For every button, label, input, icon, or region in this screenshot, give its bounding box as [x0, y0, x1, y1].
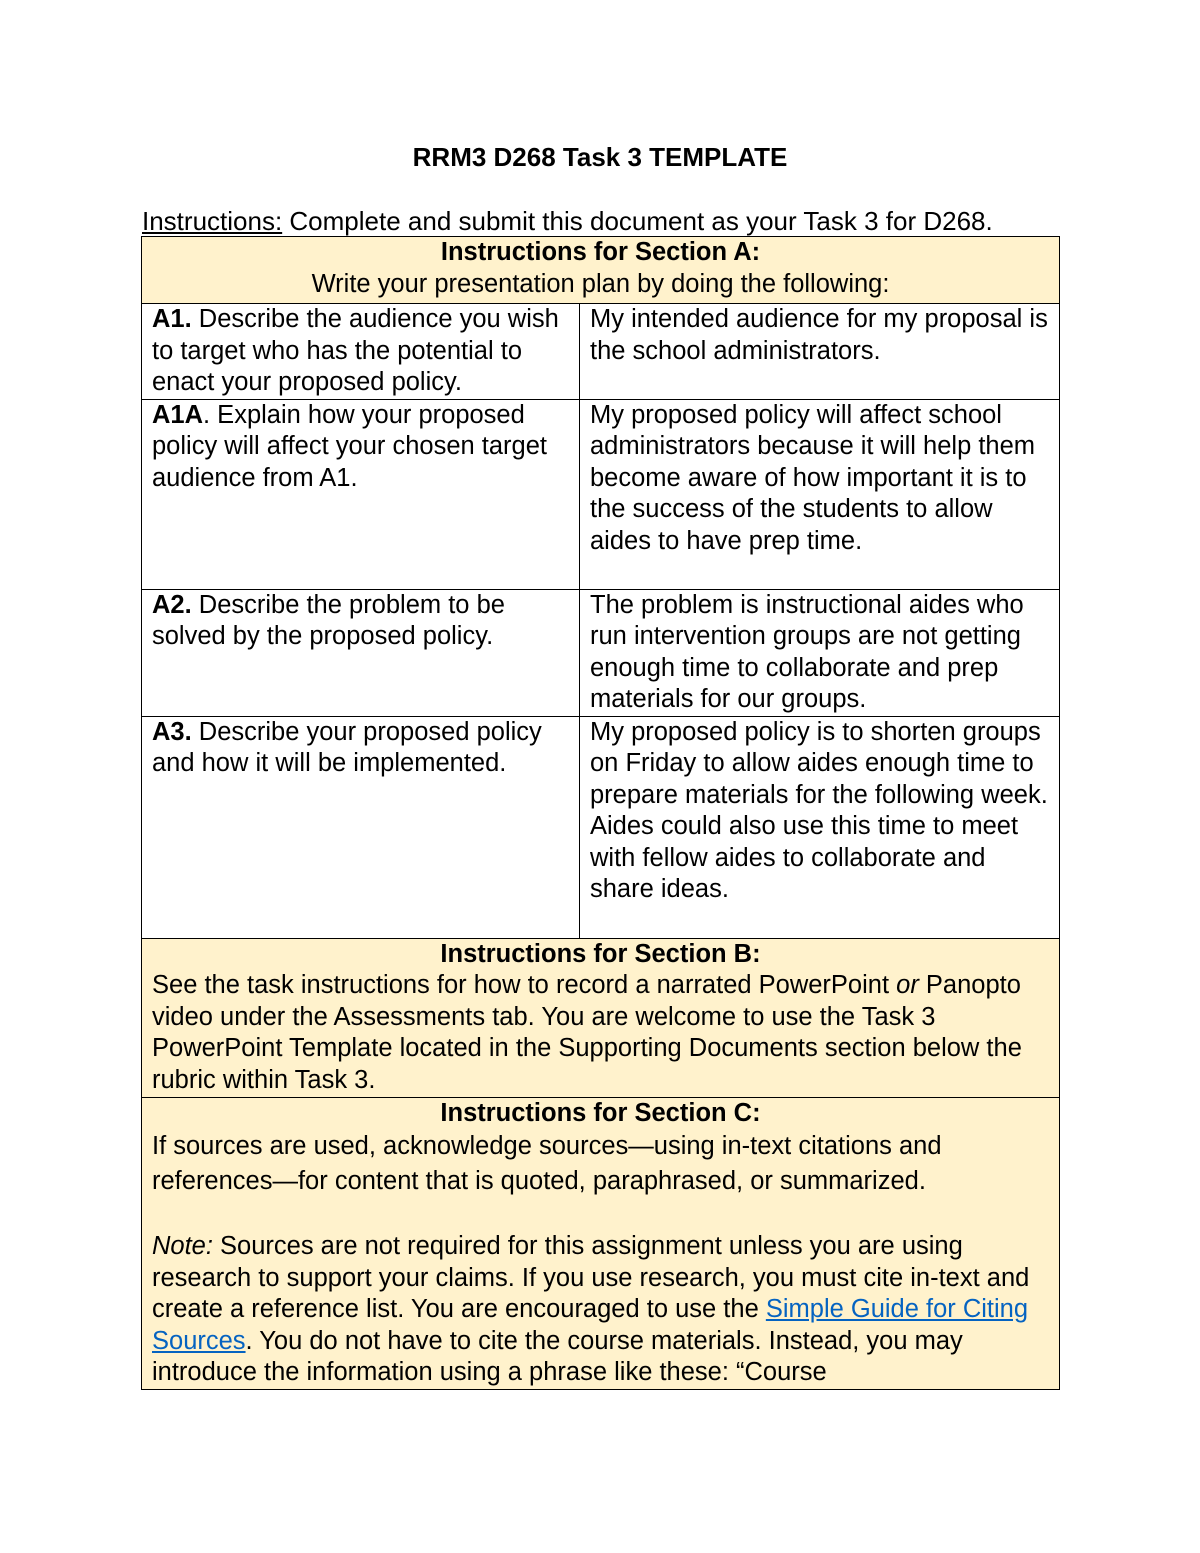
answer-cell-a1a[interactable]: My proposed policy will affect school administrators because it will help them become aware of how important it is to the success of the students to allow aides to have prep time.: [580, 399, 1060, 589]
row-key: A1A: [152, 400, 204, 429]
answer-cell-a1[interactable]: My intended audience for my proposal is the school administrators.: [580, 304, 1060, 400]
row-key: A2.: [152, 590, 192, 619]
section-c-cell: [142, 1097, 1060, 1389]
row-prompt: Describe your proposed policy and how it will be implemented.: [152, 717, 542, 777]
table-row: [142, 589, 1060, 716]
section-c-heading: Instructions for Section C:: [440, 1098, 761, 1127]
instructions-text: Complete and submit this document as your Task 3 for D268.: [282, 206, 993, 236]
section-b-cell: [142, 938, 1060, 1097]
row-key: A1.: [152, 305, 192, 333]
section-a-header-row: [142, 237, 1060, 304]
section-c-paragraph-1: If sources are used, acknowledge sources—using in-text citations and references—for content that is quoted, paraphrased, or summarized.: [152, 1132, 942, 1195]
section-c-note: [152, 1231, 1049, 1389]
section-c-row: [142, 1097, 1060, 1389]
table-row: [142, 304, 1060, 400]
answer-cell-a2[interactable]: The problem is instructional aides who run intervention groups are not getting enough time to collaborate and prep materials for our groups.: [580, 589, 1060, 716]
section-b-text-2: Panopto video under the Assessments tab. You are welcome to use the Task 3 PowerPoint Template located in the Supporting Documents section below the rubric within Task 3.: [152, 971, 1022, 1094]
row-prompt: Describe the problem to be solved by the proposed policy.: [152, 590, 505, 650]
table-row: [142, 716, 1060, 938]
section-b-or: or: [896, 971, 919, 999]
row-prompt: Describe the audience you wish to target who has the potential to enact your proposed policy.: [152, 305, 559, 396]
paragraph-gap: [152, 1199, 1049, 1231]
row-prompt: . Explain how your proposed policy will affect your chosen target audience from A1.: [152, 400, 547, 492]
prompt-cell-a1: [142, 304, 580, 400]
section-a-subheading: Write your presentation plan by doing the following:: [311, 269, 890, 298]
prompt-cell-a3: [142, 716, 580, 938]
template-table: [141, 236, 1060, 1390]
section-b-row: [142, 938, 1060, 1097]
row-key: A3.: [152, 717, 192, 746]
section-a-heading: Instructions for Section A:: [440, 238, 761, 266]
simple-guide-link[interactable]: Simple Guide for Citing Sources: [152, 1295, 1029, 1355]
section-b-heading: Instructions for Section B:: [440, 939, 761, 968]
instructions-label: Instructions:: [142, 206, 283, 236]
section-b-text-1: See the task instructions for how to record a narrated PowerPoint: [152, 971, 897, 999]
prompt-cell-a2: [142, 589, 580, 716]
instructions-line: [142, 204, 1082, 238]
section-a-header-cell: [142, 237, 1060, 304]
prompt-cell-a1a: [142, 399, 580, 589]
answer-cell-a3[interactable]: My proposed policy is to shorten groups on Friday to allow aides enough time to prepare materials for the following week. Aides could also use this time to meet with fellow aides to collaborate and share ideas.: [580, 716, 1060, 938]
note-label: Note:: [152, 1232, 213, 1260]
table-row: [142, 399, 1060, 589]
document-title: RRM3 D268 Task 3 TEMPLATE: [412, 142, 788, 172]
section-b-body: [152, 970, 1049, 1096]
note-text-1: Sources are not required for this assignment unless you are using research to support your claims. If you use research, you must cite in-text and create a reference list. You are encouraged to use the: [152, 1232, 1030, 1323]
note-text-2: . You do not have to cite the course materials. Instead, you may introduce the information using a phrase like these: “Course: [152, 1326, 963, 1386]
